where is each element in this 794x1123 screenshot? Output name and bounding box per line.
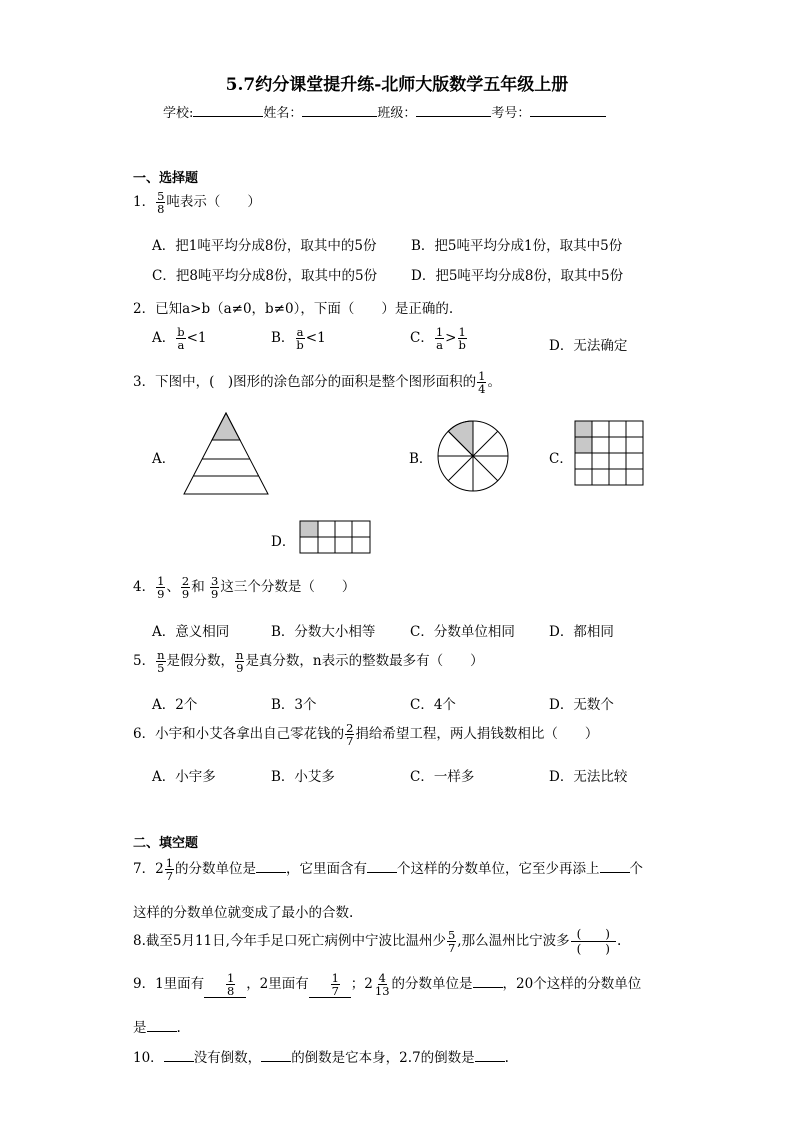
q5-option-d[interactable]: D．无数个 [549,697,614,713]
question-1 [133,190,261,215]
q6-option-d[interactable]: D．无法比较 [549,769,628,785]
q10-blank-1[interactable] [164,1061,194,1062]
q7-blank-3[interactable] [600,872,630,873]
question-10: 10． 没有倒数， 的倒数是它本身，2.7的倒数是 . [133,1050,509,1066]
school-blank [193,102,263,117]
q3-option-c-label[interactable]: C． [549,451,573,467]
question-6: 6．小宇和小艾各拿出自己零花钱的 $\frac{2}{7}$ 捐给希望工程，两人捐钱数相比（ ） [133,721,599,748]
q9-line-2: 是 . [133,1020,181,1036]
q5-option-a[interactable]: A．2个 [152,697,198,713]
question-9: 9．1里面有 $\frac{1}{8}$ ，2里面有 $\frac{1}{7}$ ；2 $\frac{4}{13}$ 的分数单位是 ，20个这样的分数单位 [133,971,642,998]
number-blank [530,102,606,117]
q2-option-d[interactable]: D．无法确定 [549,338,628,354]
q4-option-c[interactable]: C．分数单位相同 [410,624,515,640]
q3-strip-figure [299,520,373,556]
number-label: 考号： [491,106,531,121]
q3-circle-figure [435,418,511,494]
q3-option-b-label[interactable]: B． [409,451,433,467]
q6-option-a[interactable]: A．小宇多 [152,769,216,785]
q1-option-a[interactable]: A．把1吨平均分成8份，取其中的5份 [152,238,377,254]
question-2: 2．已知a>b（a≠0，b≠0），下面（ ）是正确的. [133,301,454,317]
school-label: 学校: [163,106,194,121]
q1-fraction: $\frac{5}{8}$ [157,189,165,216]
q3-option-d-label[interactable]: D． [271,534,296,550]
q2-option-a[interactable]: A． $\frac{b}{a}$ <1 [152,325,207,352]
q1-text: 吨表示（ ） [166,194,261,210]
q9-blank-3[interactable] [473,987,503,988]
name-blank [302,102,377,117]
section-choice-heading: 一、选择题 [133,171,199,186]
q9-blank-2[interactable]: $\frac{1}{7}$ [309,972,351,998]
class-blank [416,102,491,117]
q4-option-a[interactable]: A．意义相同 [152,624,230,640]
question-7: 7．2 $\frac{1}{7}$ 的分数单位是 ，它里面含有 个这样的分数单位，它至少再添上 个 [133,856,644,883]
q2-option-c[interactable]: C． $\frac{1}{a}$ > $\frac{1}{b}$ [410,325,466,352]
q5-option-c[interactable]: C．4个 [410,697,456,713]
q4-option-b[interactable]: B．分数大小相等 [271,624,376,640]
q4-option-d[interactable]: D．都相同 [549,624,614,640]
question-3: 3．下图中，( )图形的涂色部分的面积是整个图形面积的 $\frac{1}{4}$ 。 [133,369,501,396]
section-fill-heading: 二、填空题 [133,836,199,851]
q1-number: 1． [133,194,156,210]
q1-option-d[interactable]: D．把5吨平均分成8份，取其中5份 [411,268,624,284]
q9-blank-4[interactable] [147,1031,177,1032]
q7-blank-1[interactable] [256,872,286,873]
q1-option-c[interactable]: C．把8吨平均分成8份，取其中的5份 [152,268,378,284]
q6-option-c[interactable]: C．一样多 [410,769,475,785]
name-label: 姓名： [263,106,303,121]
q3-grid-figure [574,420,646,488]
q7-line-2: 这样的分数单位就变成了最小的合数. [133,905,354,921]
q9-blank-1[interactable]: $\frac{1}{8}$ [204,972,246,998]
q8-answer-fraction[interactable]: $\frac{( )}{( )}$ [571,927,616,956]
q2-option-b[interactable]: B． $\frac{a}{b}$ <1 [271,325,326,352]
q6-option-b[interactable]: B．小艾多 [271,769,335,785]
question-4: 4． $\frac{1}{9}$ 、 $\frac{2}{9}$ 和 $\frac{3}{9}$ 这三个分数是（ ） [133,574,356,601]
q10-blank-2[interactable] [261,1061,291,1062]
q10-blank-3[interactable] [475,1061,505,1062]
question-8: 8.截至5月11日,今年手足口死亡病例中宁波比温州少 $\frac{5}{7}$ ,那么温州比宁波多 $\frac{( )}{( )}$ . [133,927,622,956]
student-info-row [163,102,606,121]
q3-triangle-figure [180,410,272,498]
q1-option-b[interactable]: B．把5吨平均分成1份，取其中5份 [411,238,623,254]
q5-option-b[interactable]: B．3个 [271,697,317,713]
question-5: 5． $\frac{n}{5}$ 是假分数， $\frac{n}{9}$ 是真分数，n表示的整数最多有（ ） [133,648,484,675]
q7-blank-2[interactable] [367,872,397,873]
class-label: 班级： [377,106,417,121]
q3-option-a-label[interactable]: A． [152,451,176,467]
page-title: 5.7约分课堂提升练-北师大版数学五年级上册 [225,75,569,95]
